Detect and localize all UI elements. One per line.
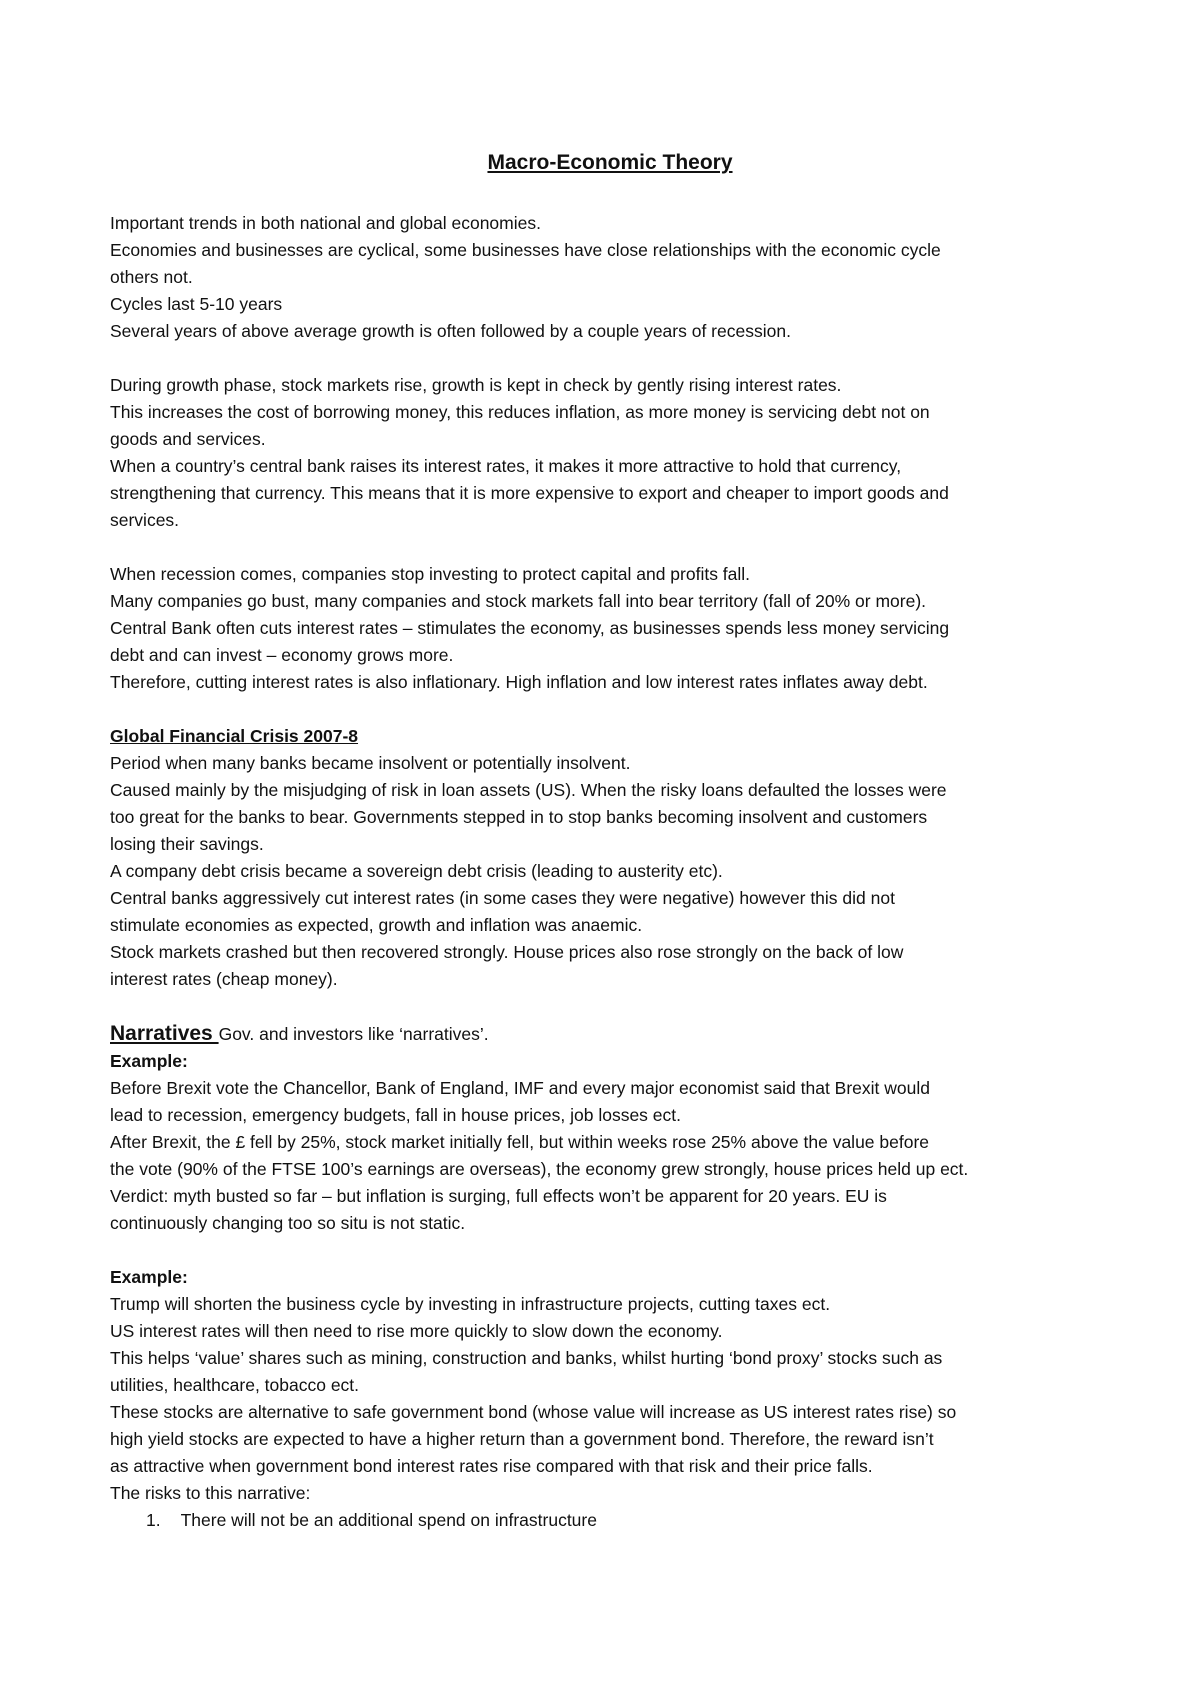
page-title: Macro-Economic Theory [487,151,733,174]
gfc-section [110,723,1110,993]
paragraph-line: Therefore, cutting interest rates is also inflationary. High inflation and low interest rates inflates away debt. [110,672,928,692]
paragraph-spacer [110,345,1110,372]
paragraph-line: Cycles last 5-10 years [110,294,283,314]
paragraph-spacer [110,1237,1110,1264]
paragraph-line: Central Bank often cuts interest rates – stimulates the economy, as businesses spends less money servicing [110,618,950,638]
risks-list [110,1507,1110,1534]
paragraph-line: Central banks aggressively cut interest rates (in some cases they were negative) however this did not [110,888,895,908]
paragraph-line: debt and can invest – economy grows more. [110,645,454,665]
paragraph-line: This helps ‘value’ shares such as mining, construction and banks, whilst hurting ‘bond proxy’ stocks such as [110,1348,943,1368]
paragraph-line: interest rates (cheap money). [110,969,338,989]
example-label: Example: [110,1051,188,1071]
paragraph-line: Many companies go bust, many companies and stock markets fall into bear territory (fall of 20% or more). [110,591,927,611]
intro-section [110,210,1110,345]
paragraph-line: Stock markets crashed but then recovered strongly. House prices also rose strongly on the back of low [110,942,904,962]
paragraph-line: During growth phase, stock markets rise, growth is kept in check by gently rising interest rates. [110,375,842,395]
list-item [110,1507,1110,1534]
paragraph-line: When recession comes, companies stop investing to protect capital and profits fall. [110,564,751,584]
paragraph-line: Verdict: myth busted so far – but inflation is surging, full effects won’t be apparent for 20 years. EU is [110,1186,887,1206]
paragraph-line: Before Brexit vote the Chancellor, Bank of England, IMF and every major economist said that Brexit would [110,1078,930,1098]
gfc-heading: Global Financial Crisis 2007-8 [110,726,359,746]
paragraph-spacer [110,696,1110,723]
paragraph-line: Important trends in both national and global economies. [110,213,541,233]
paragraph-line: This increases the cost of borrowing money, this reduces inflation, as more money is servicing debt not on [110,402,930,422]
paragraph-spacer [110,993,1110,1020]
paragraph-line: US interest rates will then need to rise more quickly to slow down the economy. [110,1321,723,1341]
narratives-heading-line [110,1020,1110,1048]
paragraph-line: When a country’s central bank raises its interest rates, it makes it more attractive to hold that currency, [110,456,902,476]
list-number: 1. [146,1510,161,1530]
paragraph-line: A company debt crisis became a sovereign debt crisis (leading to austerity etc). [110,861,723,881]
paragraph-line: lead to recession, emergency budgets, fall in house prices, job losses ect. [110,1105,682,1125]
paragraph-line: high yield stocks are expected to have a higher return than a government bond. Therefore, the reward isn’t [110,1429,934,1449]
paragraph-line: too great for the banks to bear. Governments stepped in to stop banks becoming insolvent and customers [110,807,928,827]
paragraph-line: strengthening that currency. This means that it is more expensive to export and cheaper to import goods and [110,483,949,503]
paragraph-line: stimulate economies as expected, growth and inflation was anaemic. [110,915,643,935]
paragraph-line: losing their savings. [110,834,264,854]
recession-section [110,561,1110,696]
narratives-intro: Gov. and investors like ‘narratives’. [218,1024,489,1044]
paragraph-line: Caused mainly by the misjudging of risk in loan assets (US). When the risky loans defaulted the losses were [110,780,947,800]
paragraph-line: Trump will shorten the business cycle by investing in infrastructure projects, cutting taxes ect. [110,1294,831,1314]
example-label: Example: [110,1267,188,1287]
paragraph-line: These stocks are alternative to safe government bond (whose value will increase as US interest rates rise) so [110,1402,957,1422]
paragraph-line: goods and services. [110,429,266,449]
narratives-section [110,1020,1110,1534]
narratives-heading: Narratives [110,1022,219,1045]
paragraph-line: the vote (90% of the FTSE 100’s earnings are overseas), the economy grew strongly, house prices held up ect. [110,1159,969,1179]
paragraph-line: Several years of above average growth is often followed by a couple years of recession. [110,321,791,341]
paragraph-line: After Brexit, the £ fell by 25%, stock market initially fell, but within weeks rose 25% above the value before [110,1132,930,1152]
paragraph-line: continuously changing too so situ is not static. [110,1213,466,1233]
paragraph-line: utilities, healthcare, tobacco ect. [110,1375,360,1395]
paragraph-line: Period when many banks became insolvent or potentially insolvent. [110,753,631,773]
paragraph-spacer [110,534,1110,561]
paragraph-line: The risks to this narrative: [110,1483,311,1503]
list-item-text: There will not be an additional spend on infrastructure [180,1510,597,1530]
paragraph-line: others not. [110,267,193,287]
paragraph-line: as attractive when government bond interest rates rise compared with that risk and their price falls. [110,1456,873,1476]
paragraph-line: Economies and businesses are cyclical, some businesses have close relationships with the economic cycle [110,240,941,260]
document-body [110,148,1110,1534]
growth-section [110,372,1110,534]
paragraph-line: services. [110,510,180,530]
